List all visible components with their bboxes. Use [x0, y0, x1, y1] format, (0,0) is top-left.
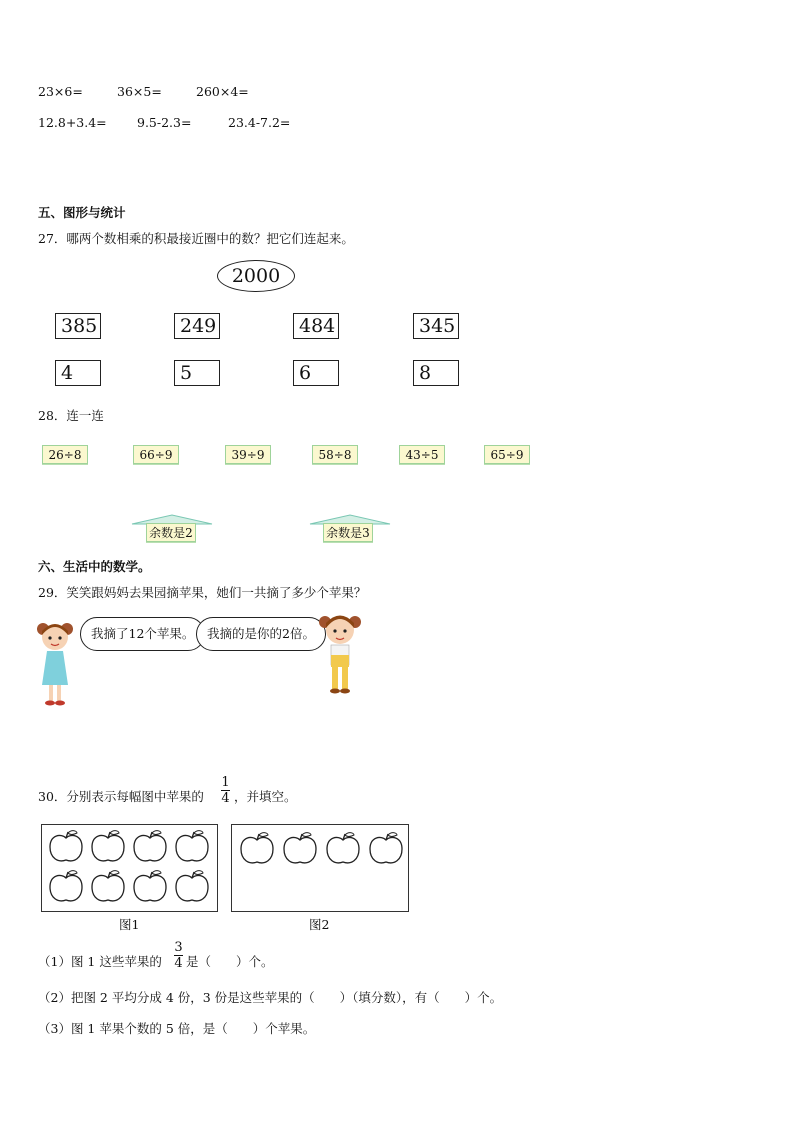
calc-item: 36×5= [117, 84, 162, 99]
calc-item: 23.4-7.2= [228, 115, 291, 130]
sub-question-3: （3）图 1 苹果个数的 5 倍，是（ ）个苹果。 [38, 1021, 316, 1036]
calc-item: 9.5-2.3= [137, 115, 192, 130]
apple-icon [281, 831, 319, 867]
fraction-numerator: 1 [221, 775, 230, 790]
sub-question-1-prefix: （1）图 1 这些苹果的 [38, 954, 162, 969]
apple-icon [47, 829, 85, 865]
speech-text: 我摘了12个苹果。 [91, 626, 195, 641]
apple-icon [89, 829, 127, 865]
section-title: 五、图形与统计 [38, 205, 126, 220]
number-box[interactable]: 8 [413, 360, 459, 386]
remainder-house[interactable]: 余数是2 [146, 523, 196, 542]
sub-question-1-suffix: 是（ ）个。 [186, 954, 274, 969]
number-box[interactable]: 6 [293, 360, 339, 386]
division-card[interactable]: 43÷5 [399, 445, 445, 464]
target-ellipse [217, 260, 295, 292]
division-card[interactable]: 65÷9 [484, 445, 530, 464]
speech-text: 我摘的是你的2倍。 [207, 626, 315, 641]
apple-icon [173, 829, 211, 865]
apple-icon [47, 869, 85, 905]
fraction-denominator: 4 [221, 791, 230, 806]
question-29-text: 29．笑笑跟妈妈去果园摘苹果，她们一共摘了多少个苹果？ [38, 585, 367, 600]
apple-icon [173, 869, 211, 905]
fraction-one-quarter [221, 776, 230, 805]
number-box[interactable]: 385 [55, 313, 101, 339]
sub-question-2: （2）把图 2 平均分成 4 份，3 份是这些苹果的（ ）（填分数），有（ ）个。 [38, 990, 503, 1005]
figure-1-panel [41, 824, 218, 912]
division-card[interactable]: 58÷8 [312, 445, 358, 464]
remainder-house[interactable]: 余数是3 [323, 523, 373, 542]
speech-bubble [80, 617, 205, 651]
apple-icon [324, 831, 362, 867]
question-28-text: 28．连一连 [38, 408, 104, 423]
apple-icon [238, 831, 276, 867]
figure-2-panel [231, 824, 409, 912]
speech-bubble [196, 617, 326, 651]
number-box[interactable]: 345 [413, 313, 459, 339]
question-30-suffix: ，并填空。 [234, 789, 297, 804]
section-title: 六、生活中的数学。 [38, 559, 151, 574]
number-box[interactable]: 4 [55, 360, 101, 386]
division-card[interactable]: 39÷9 [225, 445, 271, 464]
number-box[interactable]: 249 [174, 313, 220, 339]
fraction-numerator: 3 [174, 940, 183, 955]
division-card[interactable]: 66÷9 [133, 445, 179, 464]
calc-item: 260×4= [196, 84, 249, 99]
number-box[interactable]: 484 [293, 313, 339, 339]
number-box[interactable]: 5 [174, 360, 220, 386]
apple-icon [367, 831, 405, 867]
question-30-text [38, 787, 204, 805]
fraction-three-quarters [174, 941, 183, 970]
division-card[interactable]: 26÷8 [42, 445, 88, 464]
target-number: 2000 [231, 265, 281, 287]
calc-item: 23×6= [38, 84, 83, 99]
girl-character-icon [35, 615, 75, 707]
figure-1-label: 图1 [119, 917, 140, 932]
question-30-prefix: 30．分别表示每幅图中苹果的 [38, 789, 204, 804]
calc-item: 12.8+3.4= [38, 115, 107, 130]
question-27-text: 27．哪两个数相乘的积最接近圈中的数？把它们连起来。 [38, 231, 354, 246]
fraction-denominator: 4 [174, 956, 183, 971]
apple-icon [89, 869, 127, 905]
apple-icon [131, 869, 169, 905]
girl-character-icon [318, 610, 362, 696]
apple-icon [131, 829, 169, 865]
figure-2-label: 图2 [309, 917, 330, 932]
